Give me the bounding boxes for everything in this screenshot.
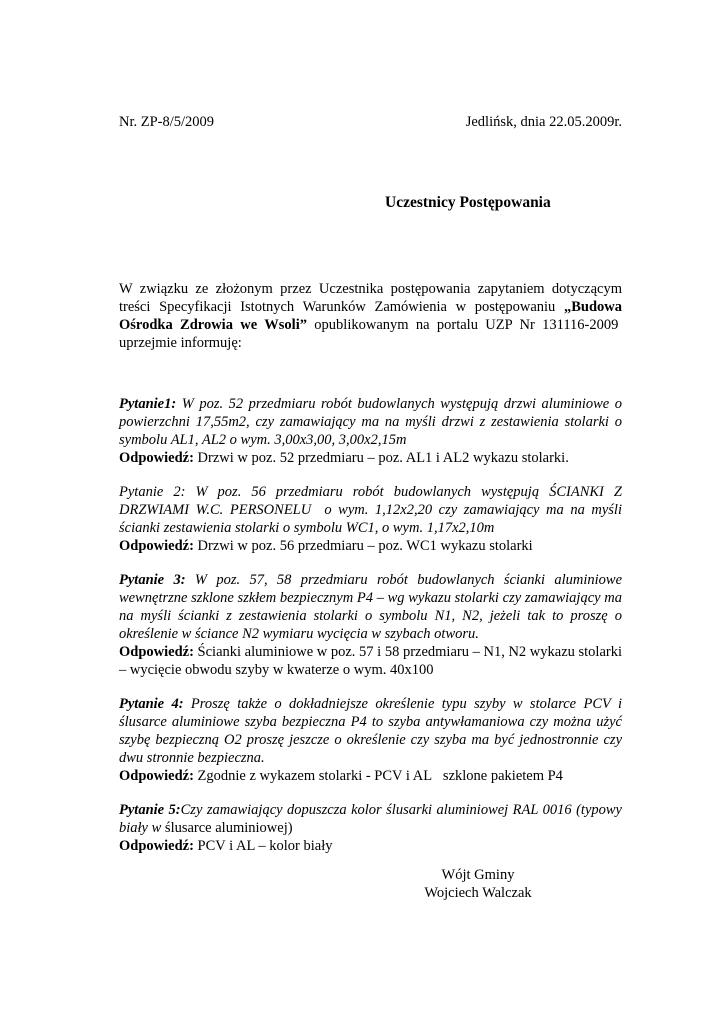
question-4-text: Proszę także o dokładniejsze określenie typu szyby w stolarce PCV i ślusarce aluminiowe szyba bezpieczna P4 to szyba antywłamaniowa czy można użyć szybę bezpieczną O2 proszę jeszcze o określenie czy szyba ma być jednostronnie czy dwu stronnie bezpieczna. [119, 696, 622, 766]
answer-4 [119, 767, 622, 785]
signature-title: Wójt Gminy [441, 867, 515, 883]
answer-3-label: Odpowiedź: [119, 644, 194, 660]
question-1-label: Pytanie1: [119, 396, 177, 412]
place-and-date: Jedlińsk, dnia 22.05.2009r. [465, 114, 622, 130]
answer-3 [119, 643, 622, 679]
question-3 [119, 571, 622, 643]
answer-5-text: PCV i AL – kolor biały [193, 838, 333, 854]
document-heading: Uczestnicy Postępowania [385, 194, 551, 211]
question-4-label: Pytanie 4: [119, 696, 184, 712]
question-3-text: W poz. 57, 58 przedmiaru robót budowlanych ścianki aluminiowe wewnętrzne szklone szkłem bezpiecznym P4 – wg wykazu stolarki czy zamawiający ma na myśli ścianki z zestawienia stolarki o symbolu N1, N2, jeżeli tak to proszę o określenie w ściance N2 wymiaru wycięcia w szybach otworu. [119, 572, 623, 642]
document-header [119, 113, 622, 131]
answer-4-label: Odpowiedź: [119, 768, 194, 784]
question-5-suffix: ślusarce aluminiowej) [161, 820, 293, 836]
qa-block-5 [119, 801, 622, 855]
question-3-label: Pytanie 3: [119, 572, 186, 588]
qa-block-1 [119, 395, 622, 467]
answer-2 [119, 537, 622, 555]
answer-5 [119, 837, 622, 855]
answer-5-label: Odpowiedź: [119, 838, 194, 854]
question-4 [119, 695, 622, 767]
answer-4-text: Zgodnie z wykazem stolarki - PCV i AL szklone pakietem P4 [193, 768, 563, 784]
reference-number: Nr. ZP-8/5/2009 [119, 114, 215, 130]
intro-paragraph [119, 280, 622, 352]
intro-bold-title: „Budowa Ośrodka Zdrowia we Wsoli” [119, 299, 622, 333]
question-5-label: Pytanie 5: [119, 802, 181, 818]
question-1-text: W poz. 52 przedmiaru robót budowlanych występują drzwi aluminiowe o powierzchni 17,55m2, czy zamawiający ma na myśli drzwi z zestawienia stolarki o symbolu AL1, AL2 o wym. 3,00x3,00, 3,00x2,15m [119, 396, 622, 448]
question-2 [119, 483, 622, 537]
question-2-label: Pytanie 2: [119, 484, 186, 500]
answer-1-text: Drzwi w poz. 52 przedmiaru – poz. AL1 i AL2 wykazu stolarki. [193, 450, 569, 466]
intro-text-after: opublikowanym na portalu UZP Nr 131116-2009 uprzejmie informuję: [119, 317, 622, 351]
question-2-text: W poz. 56 przedmiaru robót budowlanych występują ŚCIANKI Z DRZWIAMI W.C. PERSONELU o wym. 1,12x2,20 czy zamawiający ma na myśli ścianki zestawienia stolarki o symbolu WC1, o wym. 1,17x2,10m [119, 484, 622, 536]
qa-block-2 [119, 483, 622, 555]
question-1 [119, 395, 622, 449]
intro-text-before: W związku ze złożonym przez Uczestnika postępowania zapytaniem dotyczącym treści Specyfikacji Istotnych Warunków Zamówienia w postępowaniu [119, 281, 622, 315]
answer-2-label: Odpowiedź: [119, 538, 194, 554]
qa-block-3 [119, 571, 622, 679]
signature-name: Wojciech Walczak [424, 885, 532, 901]
question-5 [119, 801, 622, 837]
answer-1-label: Odpowiedź: [119, 450, 194, 466]
answer-2-text: Drzwi w poz. 56 przedmiaru – poz. WC1 wykazu stolarki [193, 538, 533, 554]
question-5-text: Czy zamawiający dopuszcza kolor ślusarki aluminiowej RAL 0016 (typowy biały w [119, 802, 622, 836]
answer-3-text: Ścianki aluminiowe w poz. 57 i 58 przedmiaru – N1, N2 wykazu stolarki – wycięcie obwodu szyby w kwaterze o wym. 40x100 [119, 644, 622, 678]
signature-block [368, 866, 588, 902]
qa-block-4 [119, 695, 622, 785]
answer-1 [119, 449, 622, 467]
